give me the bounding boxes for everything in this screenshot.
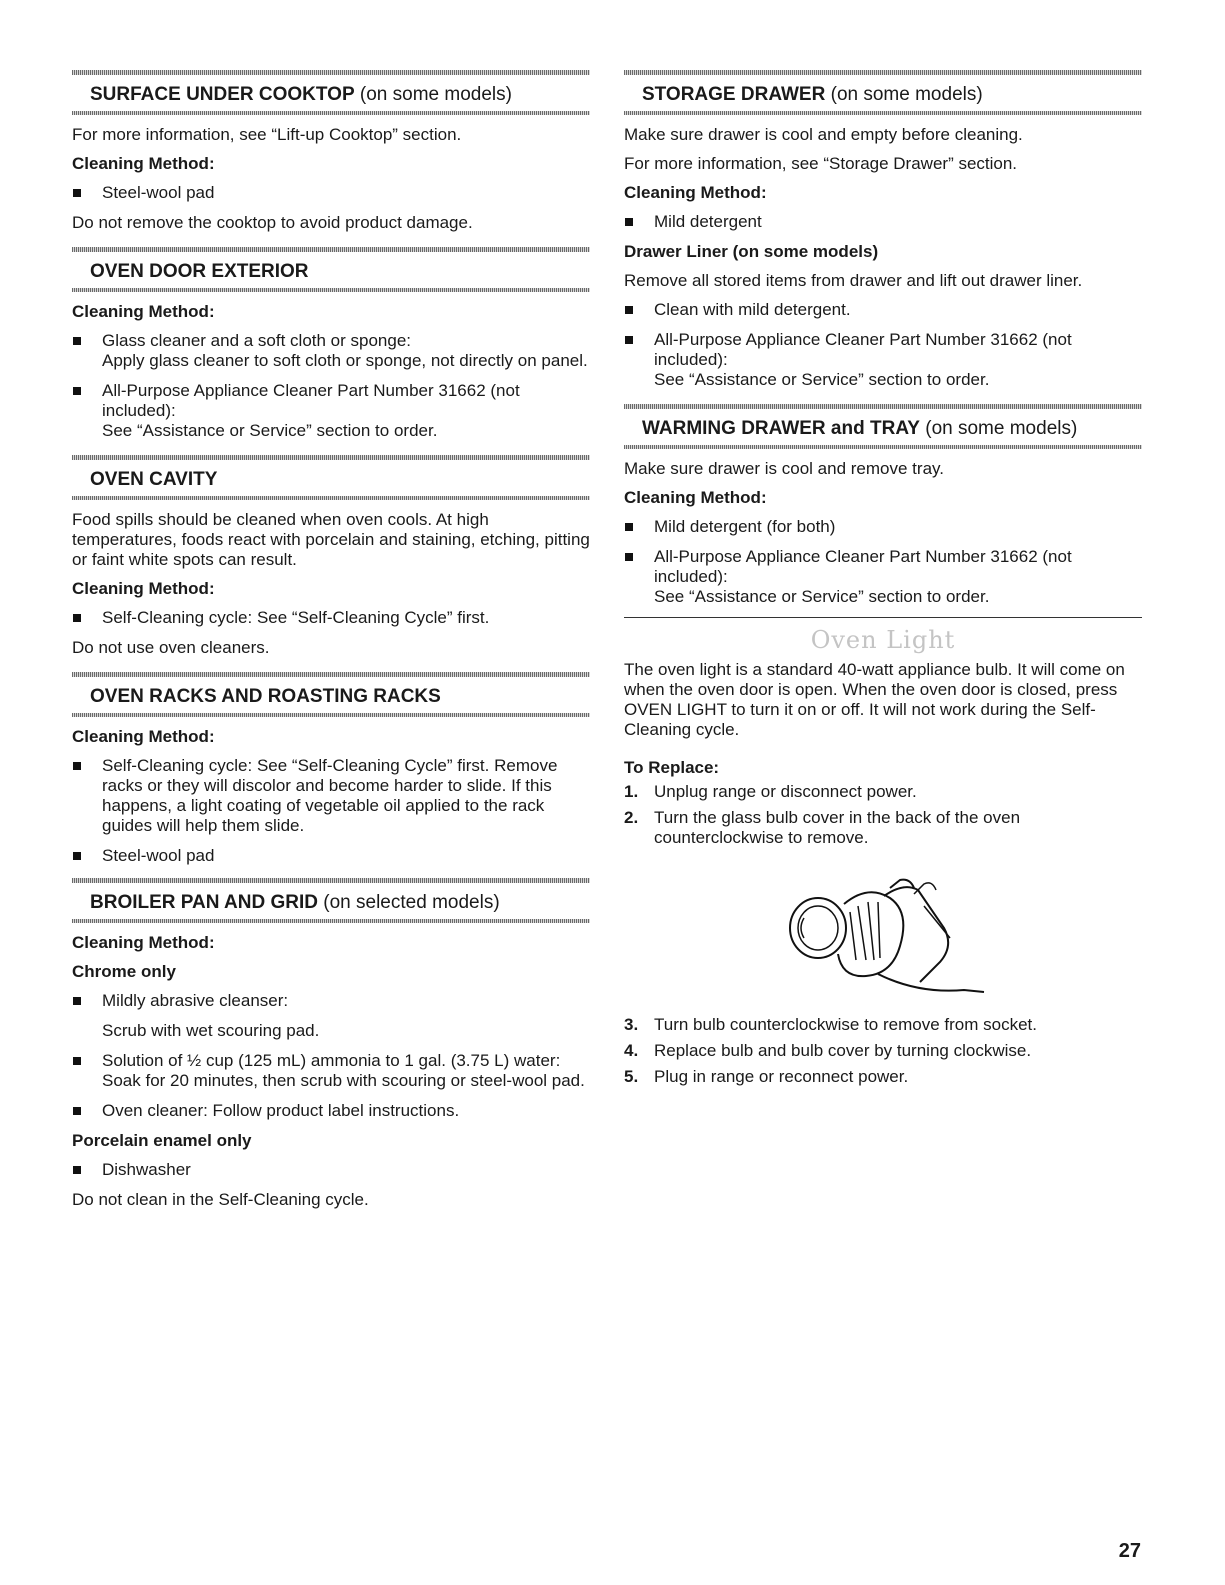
- numbered-list: [624, 1015, 1142, 1087]
- cleaning-method-label: Cleaning Method:: [72, 933, 215, 952]
- drawer-liner-label: Drawer Liner (on some models): [624, 242, 879, 261]
- list-item: Mild detergent: [624, 212, 1142, 232]
- paragraph: For more information, see “Storage Drawer” section.: [624, 154, 1018, 173]
- paragraph: Remove all stored items from drawer and lift out drawer liner.: [624, 271, 1083, 290]
- section-title: BROILER PAN AND GRID (on selected models): [90, 892, 500, 913]
- section-title: OVEN RACKS AND ROASTING RACKS: [90, 686, 441, 707]
- paragraph: For more information, see “Lift-up Cooktop” section.: [72, 125, 462, 144]
- paragraph: Do not clean in the Self-Cleaning cycle.: [72, 1190, 369, 1209]
- section-header-oven-racks: [72, 672, 590, 717]
- divider: [624, 617, 1142, 618]
- list-item: Steel-wool pad: [72, 846, 590, 866]
- oven-light-heading: Oven Light: [810, 626, 956, 654]
- list-item: 4. Replace bulb and bulb cover by turning clockwise.: [624, 1041, 1032, 1060]
- list-item: 1. Unplug range or disconnect power.: [624, 782, 917, 801]
- list-item: Self-Cleaning cycle: See “Self-Cleaning Cycle” first. Remove racks or they will discolor and become harder to slide. If this happens, a light coating of vegetable oil applied to the rack guides will help them slide.: [72, 756, 590, 836]
- list-item: 5. Plug in range or reconnect power.: [624, 1067, 909, 1086]
- section-header-oven-cavity: [72, 455, 590, 500]
- right-column: [624, 70, 1142, 1095]
- cleaning-method-label: Cleaning Method:: [72, 579, 215, 598]
- cleaning-method-label: Cleaning Method:: [72, 154, 215, 173]
- list-item: Solution of ½ cup (125 mL) ammonia to 1 gal. (3.75 L) water: Soak for 20 minutes, then scrub with scouring or steel-wool pad.: [72, 1051, 590, 1091]
- section-rule: [72, 111, 590, 115]
- bullet-list: [72, 608, 590, 628]
- section-header-oven-door-exterior: [72, 247, 590, 292]
- bullet-list: [72, 756, 590, 866]
- section-rule: [72, 919, 590, 923]
- section-rule: [624, 445, 1142, 449]
- paragraph: Make sure drawer is cool and empty before cleaning.: [624, 125, 1023, 144]
- list-item: Self-Cleaning cycle: See “Self-Cleaning Cycle” first.: [72, 608, 590, 628]
- cleaning-method-label: Cleaning Method:: [72, 302, 215, 321]
- section-rule: [72, 288, 590, 292]
- section-title: STORAGE DRAWER (on some models): [642, 84, 983, 105]
- to-replace-label: To Replace:: [624, 758, 720, 777]
- bullet-list: [72, 183, 590, 203]
- page-number: 27: [1118, 1540, 1141, 1562]
- list-item: Mildly abrasive cleanser: Scrub with wet scouring pad.: [72, 991, 590, 1041]
- porcelain-only-label: Porcelain enamel only: [72, 1131, 252, 1150]
- list-item: Glass cleaner and a soft cloth or sponge: Apply glass cleaner to soft cloth or sponge, not directly on panel.: [72, 331, 590, 371]
- section-title: WARMING DRAWER and TRAY (on some models): [642, 418, 1078, 439]
- bullet-list: [72, 331, 590, 441]
- section-title: OVEN DOOR EXTERIOR: [90, 261, 309, 282]
- list-item: All-Purpose Appliance Cleaner Part Number 31662 (not included): See “Assistance or Service” section to order.: [624, 330, 1142, 390]
- section-header-surface-under-cooktop: [72, 70, 590, 115]
- list-item: Steel-wool pad: [72, 183, 590, 203]
- bullet-list: [624, 212, 1142, 232]
- list-item: Clean with mild detergent.: [624, 300, 1142, 320]
- section-header-storage-drawer: [624, 70, 1142, 115]
- cleaning-method-label: Cleaning Method:: [72, 727, 215, 746]
- paragraph: Do not remove the cooktop to avoid product damage.: [72, 213, 473, 232]
- list-item: 3. Turn bulb counterclockwise to remove from socket.: [624, 1015, 1037, 1034]
- section-rule: [624, 111, 1142, 115]
- left-column: [72, 70, 590, 1219]
- bullet-list: [624, 517, 1142, 607]
- paragraph: Do not use oven cleaners.: [72, 638, 270, 657]
- section-title: OVEN CAVITY: [90, 469, 218, 490]
- bullet-list: [72, 1160, 590, 1180]
- section-header-broiler-pan: [72, 878, 590, 923]
- paragraph: Make sure drawer is cool and remove tray.: [624, 459, 944, 478]
- list-item: All-Purpose Appliance Cleaner Part Number 31662 (not included): See “Assistance or Service” section to order.: [72, 381, 590, 441]
- list-item: Mild detergent (for both): [624, 517, 1142, 537]
- chrome-only-label: Chrome only: [72, 962, 176, 981]
- paragraph: The oven light is a standard 40-watt appliance bulb. It will come on when the oven door is open. When the oven door is closed, press OVEN LIGHT to turn it on or off. It will not work during the Self-Cleaning cycle.: [624, 660, 1125, 739]
- cleaning-method-label: Cleaning Method:: [624, 183, 767, 202]
- list-item: All-Purpose Appliance Cleaner Part Number 31662 (not included): See “Assistance or Service” section to order.: [624, 547, 1142, 607]
- bullet-list: [624, 300, 1142, 390]
- bullet-list: [72, 991, 590, 1121]
- section-header-warming-drawer: [624, 404, 1142, 449]
- section-rule: [72, 496, 590, 500]
- section-rule: [72, 713, 590, 717]
- list-item: 2. Turn the glass bulb cover in the back of the oven counterclockwise to remove.: [624, 808, 1021, 847]
- numbered-list: [624, 782, 1142, 848]
- paragraph: Food spills should be cleaned when oven cools. At high temperatures, foods react with porcelain and staining, etching, pitting or faint white spots can result.: [72, 510, 590, 569]
- bulb-cover-illustration: [774, 866, 1004, 996]
- list-item: Dishwasher: [72, 1160, 590, 1180]
- list-item: Oven cleaner: Follow product label instructions.: [72, 1101, 590, 1121]
- section-title: SURFACE UNDER COOKTOP (on some models): [90, 84, 512, 105]
- cleaning-method-label: Cleaning Method:: [624, 488, 767, 507]
